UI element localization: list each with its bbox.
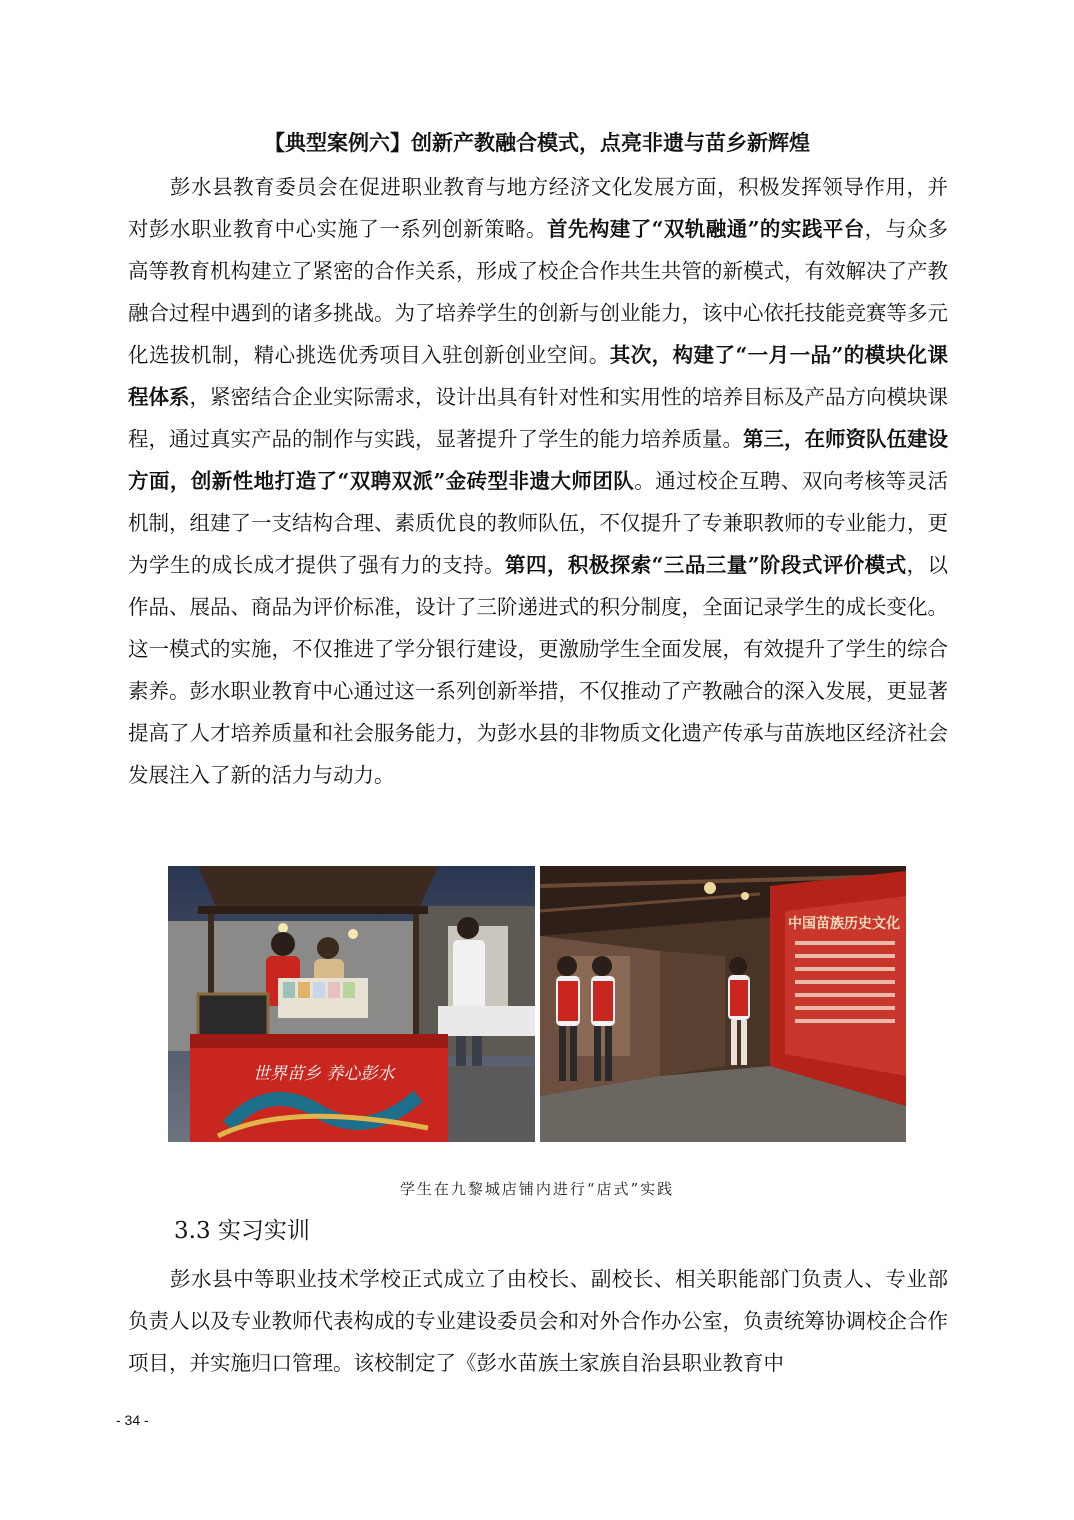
case-highlight-1: 首先构建了“双轨融通”的实践平台 bbox=[546, 217, 865, 241]
section-heading: 3.3 实习实训 bbox=[174, 1218, 310, 1244]
case-paragraph bbox=[128, 166, 948, 796]
case-text-2: ，与众多高等教育机构建立了紧密的合作关系，形成了校企合作共生共管的新模式，有效解决了产教融合过程中遇到的诸多挑战。为了培养学生的创新与创业能力，该中心依托技能竞赛等多元化选拔机制，精心挑选优秀项目入驻创新创业空间。 bbox=[128, 217, 949, 367]
section-paragraph: 彭水县中等职业技术学校正式成立了由校长、副校长、相关职能部门负责人、专业部负责人以及专业教师代表构成的专业建设委员会和对外合作办公室，负责统筹协调校企合作项目，并实施归口管理。该校制定了《彭水苗族土家族自治县职业教育中 bbox=[128, 1267, 948, 1375]
photo-history-exhibit bbox=[540, 866, 906, 1142]
case-text-3: ，紧密结合企业实际需求，设计出具有针对性和实用性的培养目标及产品方向模块课程，通过真实产品的制作与实践，显著提升了学生的能力培养质量。 bbox=[128, 385, 948, 451]
case-highlight-3: 第三，在师资队伍建设方面，创新性地打造了“双聘双派”金砖型非遗大师团队 bbox=[128, 427, 948, 493]
page-number: - 34 - bbox=[116, 1412, 149, 1428]
photo-caption: 学生在九黎城店铺内进行“店式”实践 bbox=[399, 1180, 675, 1198]
exhibit-board-text: 中国苗族历史文化 bbox=[788, 916, 900, 932]
case-highlight-2: 其次，构建了“一月一品”的模块化课程体系 bbox=[128, 343, 948, 409]
case-title: 【典型案例六】创新产教融合模式，点亮非遗与苗乡新辉煌 bbox=[264, 130, 810, 155]
market-stall-image bbox=[168, 866, 535, 1142]
photo-market-stall bbox=[168, 866, 535, 1142]
case-text-5: ，以作品、展品、商品为评价标准，设计了三阶递进式的积分制度，全面记录学生的成长变化。这一模式的实施，不仅推进了学分银行建设，更激励学生全面发展，有效提升了学生的综合素养。彭水职业教育中心通过这一系列创新举措，不仅推动了产教融合的深入发展，更显著提高了人才培养质量和社会服务能力，为彭水县的非物质文化遗产传承与苗族地区经济社会发展注入了新的活力与动力。 bbox=[128, 553, 949, 787]
stall-banner-text: 世界苗乡 养心彭水 bbox=[253, 1064, 395, 1084]
case-text-1: 彭水县教育委员会在促进职业教育与地方经济文化发展方面，积极发挥领导作用，并对彭水职业教育中心实施了一系列创新策略。 bbox=[128, 175, 948, 241]
case-highlight-4: 第四，积极探索“三品三量”阶段式评价模式 bbox=[505, 553, 907, 577]
photo-pair bbox=[168, 866, 906, 1142]
case-text-4: 。通过校企互聘、双向考核等灵活机制，组建了一支结构合理、素质优良的教师队伍，不仅提升了专兼职教师的专业能力，更为学生的成长成才提供了强有力的支持。 bbox=[128, 469, 948, 577]
history-exhibit-image bbox=[540, 866, 906, 1142]
